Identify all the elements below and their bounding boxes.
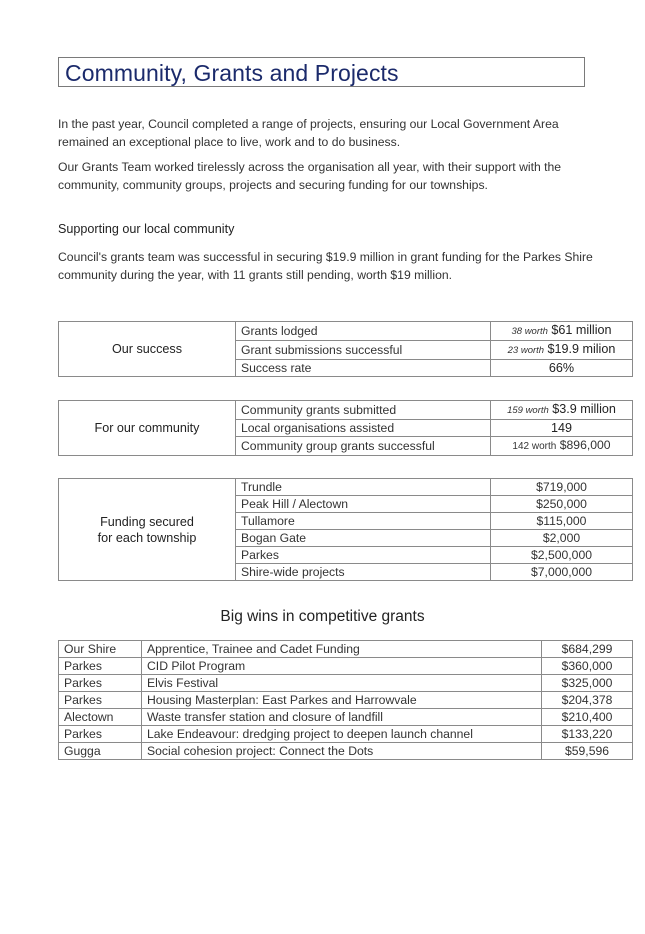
summary-paragraph: Council's grants team was successful in securing $19.9 million in grant funding for the Parkes Shire community during the year, with 11 grants still pending, worth $19 million. bbox=[58, 250, 593, 282]
grant-location: Parkes bbox=[59, 726, 142, 743]
count: 23 worth bbox=[507, 345, 545, 356]
grant-location: Parkes bbox=[59, 692, 142, 709]
grant-location: Alectown bbox=[59, 709, 142, 726]
township-amount: $2,500,000 bbox=[491, 547, 633, 564]
row-label: Grants lodged bbox=[236, 322, 491, 341]
amount: $61 million bbox=[551, 323, 612, 337]
grant-amount: $204,378 bbox=[542, 692, 633, 709]
grant-amount: $59,596 bbox=[542, 743, 633, 760]
township-table bbox=[58, 478, 633, 581]
township-name: Shire-wide projects bbox=[236, 564, 491, 581]
count: 159 worth bbox=[507, 405, 549, 416]
group-label-line2: for each township bbox=[97, 530, 197, 545]
row-label: Community grants submitted bbox=[236, 401, 491, 420]
township-name: Bogan Gate bbox=[236, 530, 491, 547]
grant-amount: $210,400 bbox=[542, 709, 633, 726]
group-label-line1: Funding secured bbox=[100, 514, 194, 529]
group-label: For our community bbox=[59, 401, 236, 456]
count: 38 worth bbox=[511, 326, 548, 337]
community-table bbox=[58, 400, 633, 456]
row-label: Community group grants successful bbox=[236, 437, 491, 456]
township-name: Tullamore bbox=[236, 513, 491, 530]
group-label bbox=[59, 479, 236, 581]
row-value bbox=[491, 437, 633, 456]
grant-location: Gugga bbox=[59, 743, 142, 760]
table-row bbox=[59, 322, 633, 341]
row-value bbox=[491, 360, 633, 377]
grant-amount: $325,000 bbox=[542, 675, 633, 692]
table-row bbox=[59, 675, 633, 692]
grant-project: Apprentice, Trainee and Cadet Funding bbox=[142, 641, 542, 658]
table-row bbox=[59, 658, 633, 675]
grant-amount: $684,299 bbox=[542, 641, 633, 658]
table-row bbox=[59, 743, 633, 760]
table-row bbox=[59, 401, 633, 420]
group-label: Our success bbox=[59, 322, 236, 377]
grant-amount: $133,220 bbox=[542, 726, 633, 743]
township-name: Peak Hill / Alectown bbox=[236, 496, 491, 513]
township-name: Parkes bbox=[236, 547, 491, 564]
grant-location: Parkes bbox=[59, 675, 142, 692]
page-title: Community, Grants and Projects bbox=[65, 60, 399, 86]
row-label: Grant submissions successful bbox=[236, 341, 491, 360]
big-wins-table bbox=[58, 640, 633, 760]
big-wins-title: Big wins in competitive grants bbox=[220, 608, 425, 625]
page-title-box bbox=[58, 57, 585, 87]
grant-project: Waste transfer station and closure of landfill bbox=[142, 709, 542, 726]
intro-paragraph: In the past year, Council completed a range of projects, ensuring our Local Government Area remained an exceptional place to live, work and to do business. bbox=[58, 117, 559, 149]
grant-project: Social cohesion project: Connect the Dots bbox=[142, 743, 542, 760]
amount: 66% bbox=[548, 361, 575, 375]
grant-project: Elvis Festival bbox=[142, 675, 542, 692]
township-amount: $719,000 bbox=[491, 479, 633, 496]
row-value bbox=[491, 341, 633, 360]
grant-location: Our Shire bbox=[59, 641, 142, 658]
table-row bbox=[59, 641, 633, 658]
row-value bbox=[491, 401, 633, 420]
grant-project: Lake Endeavour: dredging project to deepen launch channel bbox=[142, 726, 542, 743]
row-label: Local organisations assisted bbox=[236, 420, 491, 437]
township-amount: $2,000 bbox=[491, 530, 633, 547]
table-row bbox=[59, 479, 633, 496]
success-table bbox=[58, 321, 633, 377]
count: 142 worth bbox=[512, 441, 557, 452]
grant-amount: $360,000 bbox=[542, 658, 633, 675]
table-row bbox=[59, 709, 633, 726]
row-label: Success rate bbox=[236, 360, 491, 377]
amount: $3.9 million bbox=[552, 402, 616, 416]
subheading: Supporting our local community bbox=[58, 222, 235, 236]
grant-project: CID Pilot Program bbox=[142, 658, 542, 675]
table-row bbox=[59, 692, 633, 709]
grant-location: Parkes bbox=[59, 658, 142, 675]
township-name: Trundle bbox=[236, 479, 491, 496]
grant-project: Housing Masterplan: East Parkes and Harrowvale bbox=[142, 692, 542, 709]
amount: $896,000 bbox=[559, 438, 611, 452]
row-value bbox=[491, 322, 633, 341]
township-amount: $115,000 bbox=[491, 513, 633, 530]
township-amount: $7,000,000 bbox=[491, 564, 633, 581]
grants-team-paragraph: Our Grants Team worked tirelessly across the organisation all year, with their support with the community, community groups, projects and securing funding for our townships. bbox=[58, 160, 562, 192]
amount: 149 bbox=[550, 421, 572, 435]
row-value bbox=[491, 420, 633, 437]
table-row bbox=[59, 726, 633, 743]
township-amount: $250,000 bbox=[491, 496, 633, 513]
amount: $19.9 milion bbox=[547, 342, 616, 356]
